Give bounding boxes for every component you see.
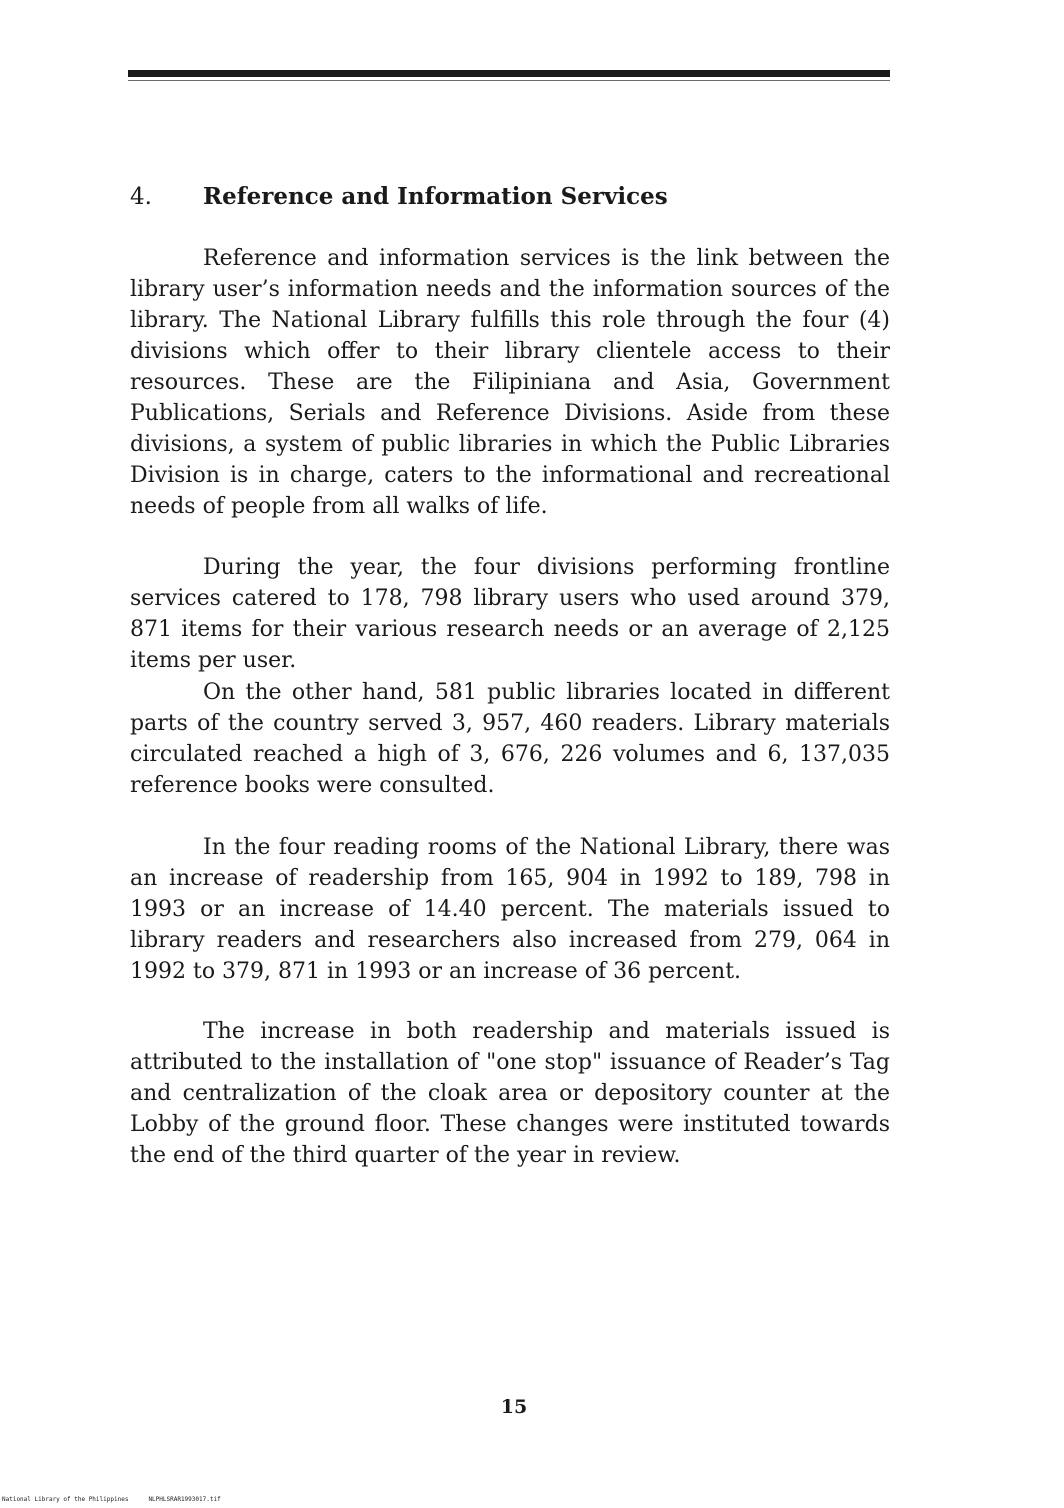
header-rule-thin [128,80,890,81]
header-rule [128,70,890,77]
scan-footer [2,1496,221,1504]
paragraph-reading-rooms: In the four reading rooms of the National Library, there was an increase of readership from 165, 904 in 1992 to 189, 798 in 1993 or an increase of 14.40 percent. The materials issued to library readers and researchers also increased from 279, 064 in 1992 to 379, 871 in 1993 or an increase of 36 percent. [130,835,890,984]
paragraph-frontline-users: During the year, the four divisions performing frontline services catered to 178, 798 library users who used around 379, 871 items for their various research needs or an average of 2,125 items per user. [130,555,890,673]
scan-source: National Library of the Philippines [2,1496,129,1503]
paragraph-services-overview: Reference and information services is the link between the library user’s information needs and the information sources of the library. The National Library fulfills this role through the four (4) divisions which offer to their library clientele access to their resources. These are the Filipiniana and Asia, Government Publications, Serials and Reference Divisions. Aside from these divisions, a system of public libraries in which the Public Libraries Division is in charge, caters to the informational and recreational needs of people from all walks of life. [130,246,890,519]
section-number: 4. [130,184,152,210]
paragraph-increase-reasons: The increase in both readership and materials issued is attributed to the installation of "one stop" issuance of Reader’s Tag and centralization of the cloak area or depository counter at the Lobby of the ground floor. These changes were instituted towards the end of the third quarter of the year in review. [130,1019,890,1168]
section-heading [130,181,890,213]
scan-filename: NLPHLSRAR1993017.tif [148,1496,221,1503]
page-number: 15 [500,1396,528,1418]
section-title: Reference and Information Services [203,183,668,210]
paragraph-public-libraries: On the other hand, 581 public libraries located in different parts of the country served 3, 957, 460 readers. Library materials circulated reached a high of 3, 676, 226 volumes and 6, 137,035 reference books were consulted. [130,680,890,798]
